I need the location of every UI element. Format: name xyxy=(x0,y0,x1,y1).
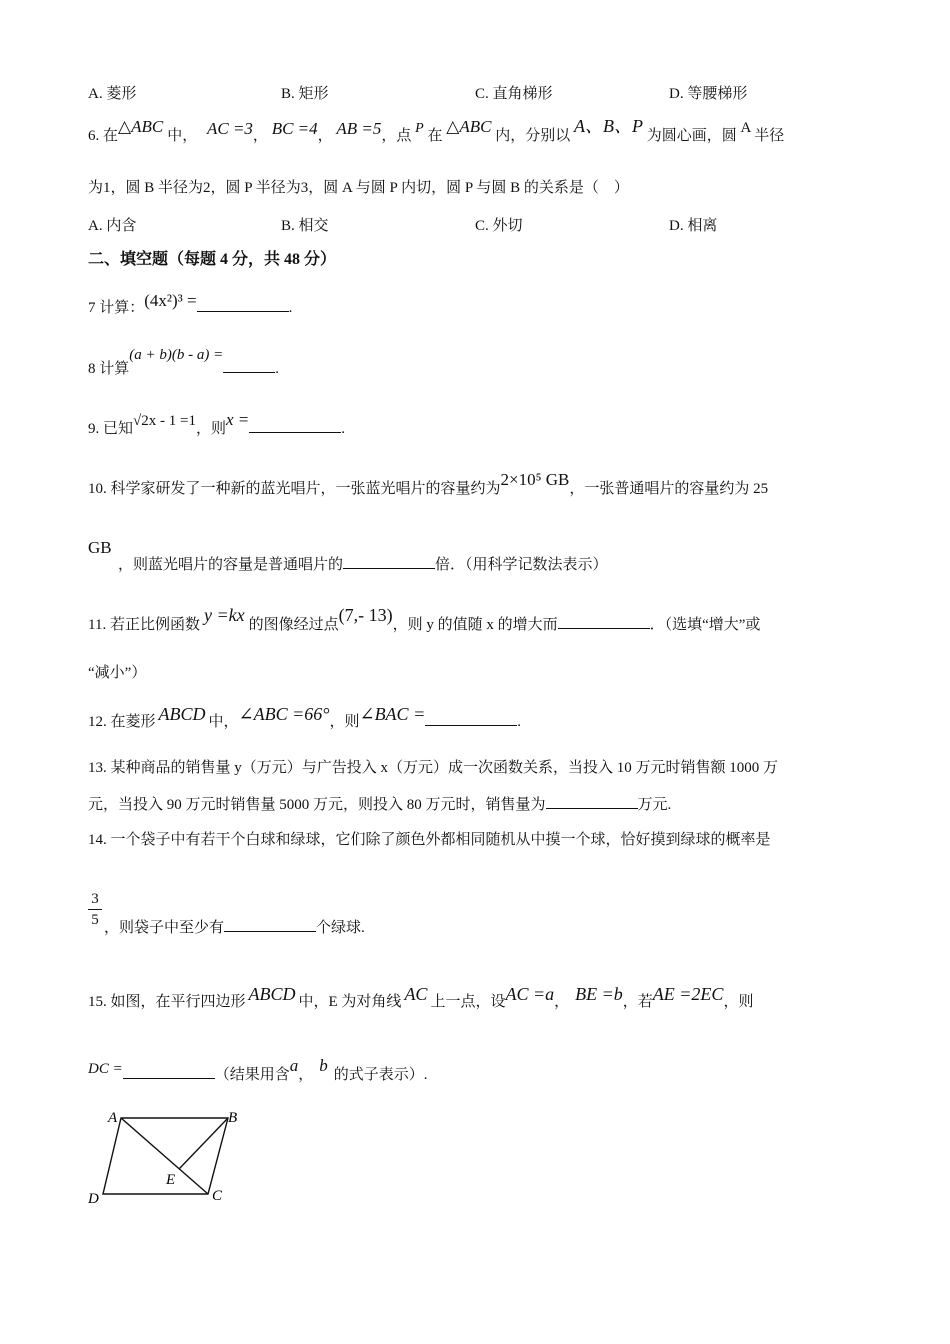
label-c: C xyxy=(212,1188,223,1204)
q6-line-1: 6. 在△ABC 中， AC =3， BC =4， AB =5，点 P 在 △ABC 内，分别以 A、B、P 为圆心画，圆 A 半径 xyxy=(88,116,785,144)
label-b: B xyxy=(228,1110,238,1126)
q14-fraction: 3 5 xyxy=(88,890,102,929)
q14-line-2: ，则袋子中至少有 个绿球. xyxy=(104,917,365,938)
q5-option-a: A. 菱形 xyxy=(88,86,137,102)
q8: 8 计算(a + b)(b - a) =. xyxy=(88,347,279,377)
label-d: D xyxy=(88,1191,99,1207)
q6-option-c: C. 外切 xyxy=(475,218,523,234)
parallelogram-figure xyxy=(84,1104,254,1208)
diagonal-ac xyxy=(121,1118,208,1194)
q5-option-d: D. 等腰梯形 xyxy=(669,86,748,102)
label-a: A xyxy=(108,1110,118,1126)
section-title: 二、填空题（每题 4 分，共 48 分） xyxy=(88,251,337,268)
q14-line-1: 14. 一个袋子中有若干个白球和绿球，它们除了颜色外都相同随机从中摸一个球，恰好摸到绿球的概率是 xyxy=(88,832,771,848)
q11-line-2: “减小”） xyxy=(88,665,147,681)
q9: 9. 已知√2x - 1 =1，则x = . xyxy=(88,410,345,437)
q11-line-1: 11. 若正比例函数 y =kx 的图像经过点(7,- 13)，则 y 的值随 x 的增大而 ．（选填“增大”或 xyxy=(88,605,761,633)
q6-option-a: A. 内含 xyxy=(88,218,137,234)
q10-line-2: ，则蓝光唱片的容量是普通唱片的 倍．（用科学记数法表示） xyxy=(118,554,608,575)
q10-gb: GB xyxy=(88,538,112,557)
q6-option-d: D. 相离 xyxy=(669,218,718,234)
q13-line-2: 元，当投入 90 万元时销售量 5000 万元，则投入 80 万元时，销售量为 万元. xyxy=(88,794,671,815)
q5-option-b: B. 矩形 xyxy=(281,86,329,102)
q15-line-2: DC = （结果用含a， b 的式子表示）. xyxy=(88,1056,428,1083)
label-e: E xyxy=(166,1172,176,1188)
q7: 7 计算：(4x²)³ = . xyxy=(88,291,293,316)
q13-line-1: 13. 某种商品的销售量 y（万元）与广告投入 x（万元）成一次函数关系，当投入 10 万元时销售额 1000 万 xyxy=(88,760,779,776)
q5-option-c: C. 直角梯形 xyxy=(475,86,553,102)
q15-line-1: 15. 如图，在平行四边形 ABCD 中，E 为对角线 AC 上一点，设AC =a， BE =b，若AE =2EC，则 xyxy=(88,984,754,1010)
q10-line-1: 10. 科学家研发了一种新的蓝光唱片，一张蓝光唱片的容量约为2×10⁵ GB，一张普通唱片的容量约为 25 xyxy=(88,470,769,497)
q6-line-2: 为1，圆 B 半径为2，圆 P 半径为3，圆 A 与圆 P 内切，圆 P 与圆 B 的关系是（ ） xyxy=(88,180,629,196)
q6-option-b: B. 相交 xyxy=(281,218,329,234)
q12: 12. 在菱形 ABCD 中，∠ABC =66°，则∠BAC = . xyxy=(88,704,521,730)
